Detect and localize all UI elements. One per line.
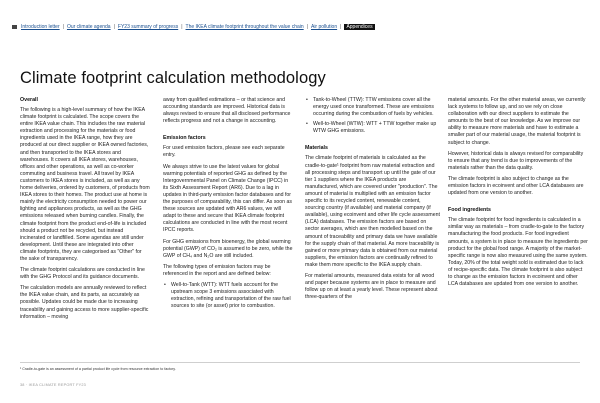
section-heading-emission-factors: Emission factors	[163, 135, 206, 142]
footnote: ¹ Cradle-to-gate is an assessment of a partial product life cycle from resource extraction to factory.	[20, 367, 176, 371]
food-paragraph-1: The climate footprint for food ingredients is calculated in a similar way as materials – from cradle-to-gate to the factory manufacturing the food products. For food ingredient amounts, a system is in place to measure the ingredients per product for the global food range. A majority of the market-specific range is now also measured using the same system. Today, 20% of the total weight sold is estimated due to lack of recipe-specific data. The climate footprint is also subject to change as the emission factors in ecoinvent and other LCA databases are updated from one version to another.	[448, 217, 588, 288]
overall-paragraph-3: The calculation models are annually reviewed to reflect the IKEA value chain, and its parts, as accurately as possible. Updates could be made due to increasing traceability and gaining access to more supplier-specific information – moving	[20, 285, 149, 320]
overall-paragraph-4: away from qualified estimations – or that science and accounting standards are improved. Historical data is always revised to ensure that all disclosed performance reflects progress and not a change in accounting.	[163, 97, 291, 125]
materials-paragraph-3: material amounts. For the other material areas, we currently lack systems to follow up, and so we rely on close collaboration with our direct suppliers to estimate the amounts to the best of our knowledge. As we improve our ability to measure more materials and have to estimate a smaller part of our material usage, the material footprint is subject to change.	[448, 97, 586, 146]
emission-factor-list-continued	[305, 97, 440, 135]
top-navigation	[12, 23, 375, 31]
list-item-wtw: • Well-to-Wheel (WTW): WTT + TTW together make up WTW GHG emissions.	[305, 121, 440, 135]
nav-separator: |	[113, 24, 115, 30]
nav-link-our-climate-agenda[interactable]: Our climate agenda	[66, 24, 111, 30]
nav-separator: |	[181, 24, 183, 30]
page-footer: 38 · IKEA CLIMATE REPORT FY23	[20, 383, 86, 387]
nav-link-introduction-letter[interactable]: Introduction letter	[21, 24, 60, 30]
list-item-wtt: • Well-to-Tank (WTT): WTT fuels account for the upstream scope 3 emissions associated with extraction, refining and transportation of the raw fuel sources to site (or asset) prior to combustion.	[163, 282, 293, 310]
nav-separator: |	[340, 24, 342, 30]
overall-paragraph-1: The following is a high-level summary of how the IKEA climate footprint is calculated. The scope covers the entire IKEA value chain. This includes the raw material extraction and processing for the materials or food ingredients used in the IKEA range, how they are produced at our direct supplier or IKEA owned factories, and then transported to the IKEA stores and warehouses. It covers all IKEA stores, warehouses, offices and other operations, as well as co-worker commuting and business travel. All travel by IKEA customers to IKEA stores is included, as well as any home deliveries, ordered by customers, of products from IKEA stores to their homes. The product use at home is mainly the electricity consumption needed to power our lighting and appliances products, as well as the GHG emissions released when burning candles. Finally, the climate footprint from the product end-of-life is included should a product not be recycled, but instead incinerated or landfilled. Some agendas are still under development. Until these are integrated into other climate footprints, they are categorised as "Other" for the sake of transparency.	[20, 107, 150, 262]
emission-factor-list	[163, 282, 293, 310]
nav-link-value-chain-footprint[interactable]: The IKEA climate footprint throughout the value chain	[185, 24, 304, 30]
column-1	[20, 97, 150, 325]
materials-paragraph-5: The climate footprint is also subject to change as the emission factors in ecoinvent and other LCA databases are updated from one version to another.	[448, 175, 584, 197]
nav-link-air-pollution[interactable]: Air pollution	[310, 24, 338, 30]
nav-separator: |	[306, 24, 308, 30]
emission-paragraph-4: The following types of emission factors may be referenced in the report and are defined below:	[163, 263, 271, 277]
section-heading-food-ingredients: Food ingredients	[448, 207, 491, 214]
materials-paragraph-1: The climate footprint of materials is calculated as the cradle-to-gate¹ footprint from raw material extraction and all processing steps and transport up until the gate of our tier 1 suppliers where the IKEA products are manufactured, which are covered under "production". The amount of material is multiplied with an emission factor specific to its recycled content, renewable content, sourcing country (if available) and material company (if available), using ecoinvent and other life cycle assessment (LCA) databases. The emission factors are based on sector averages, which are then modelled based on the amount of traceability and primary data we have available for the supply chain of that material. As more traceability is gained or more primary data is obtained from our material suppliers, the emission factors are continually refined to make them more specific to the IKEA supply chain.	[305, 155, 440, 268]
section-heading-materials: Materials	[305, 145, 328, 152]
overall-paragraph-2: The climate footprint calculations are conducted in line with the GHG Protocol and its guidance documents.	[20, 267, 145, 281]
nav-square-icon	[12, 25, 17, 29]
column-4	[448, 97, 588, 292]
nav-link-fy23-summary[interactable]: FY23 summary of progress	[117, 24, 179, 30]
column-2	[163, 97, 293, 314]
section-heading-overall: Overall	[20, 97, 38, 103]
nav-link-appendices[interactable]: Appendices	[346, 24, 373, 30]
materials-paragraph-4: However, historical data is always revised for comparability to ensure that any trend is due to improvements of the materials rather than the data quality.	[448, 150, 584, 171]
materials-paragraph-2: For material amounts, measured data exists for all wood and paper because systems are in place to measure and follow up on at least a yearly level. These represent about three-quarters of the	[305, 272, 438, 301]
list-item-ttw: • Tank-to-Wheel (TTW): TTW emissions cover all the energy used once transformed. These are emissions occurring during the combustion of fuels by vehicles.	[305, 97, 440, 118]
page-title: Climate footprint calculation methodology	[20, 69, 326, 87]
nav-separator: |	[62, 24, 64, 30]
emission-paragraph-3: For GHG emissions from bioenergy, the global warming potential (GWP) of CO₂ is assumed to be zero, while the GWP of CH₄ and N₂O are still included.	[163, 238, 293, 259]
footer-divider	[20, 362, 580, 363]
emission-paragraph-2: We always strive to use the latest values for global warming potentials of reported GHG as defined by the Intergovernmental Panel on Climate Change (IPCC) in its Sixth Assessment Report (AR6). Due to a lag in updates in third-party emission factor databases and for the purposes of comparability, this can differ. As soon as these sources are updated with AR6 values, we will adapt to these and secure that IKEA climate footprint calculations are conducted in line with the most recent IPCC reports.	[163, 163, 292, 234]
emission-paragraph-1: For used emission factors, please see each separate entry.	[163, 145, 285, 159]
column-3	[305, 97, 440, 305]
